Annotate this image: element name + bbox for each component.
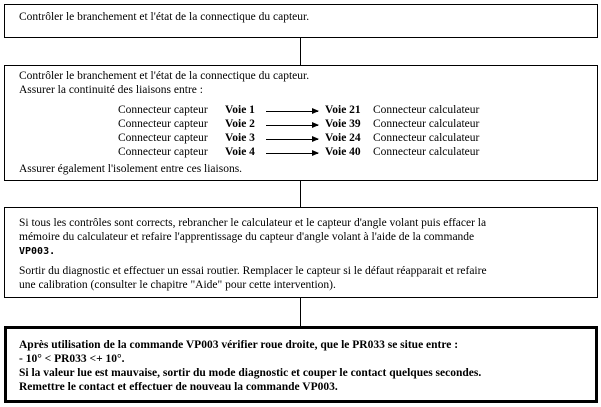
step-4-line-4: Remettre le contact et effectuer de nouveau la commande VP003. xyxy=(19,381,338,393)
ecu-connector-label: Connecteur calculateur xyxy=(373,132,480,144)
step-2-footer: Assurer également l'isolement entre ces liaisons. xyxy=(19,163,243,175)
arrow-icon xyxy=(266,139,318,140)
sensor-pin: Voie 4 xyxy=(225,146,255,158)
sensor-pin: Voie 1 xyxy=(225,104,255,116)
ecu-pin: Voie 39 xyxy=(325,118,361,130)
sensor-connector-label: Connecteur capteur xyxy=(118,132,208,144)
step-3-line-3: Sortir du diagnostic et effectuer un essai routier. Remplacer le capteur si le défaut réapparait et refaire xyxy=(19,265,487,277)
arrow-icon xyxy=(266,111,318,112)
step-4-line-3: Si la valeur lue est mauvaise, sortir du mode diagnostic et couper le contact quelques secondes. xyxy=(19,367,482,379)
step-2-line-2: Assurer la continuité des liaisons entre : xyxy=(19,84,203,96)
connector-line-1 xyxy=(300,38,301,65)
ecu-connector-label: Connecteur calculateur xyxy=(373,104,480,116)
step-box-3 xyxy=(4,207,598,298)
ecu-connector-label: Connecteur calculateur xyxy=(373,146,480,158)
sensor-pin: Voie 3 xyxy=(225,132,255,144)
step-2-line-1: Contrôler le branchement et l'état de la connectique du capteur. xyxy=(19,70,310,82)
sensor-connector-label: Connecteur capteur xyxy=(118,118,208,130)
connector-line-2 xyxy=(300,181,301,207)
step-3-line-4: une calibration (consulter le chapitre "Aide" pour cette intervention). xyxy=(19,279,336,291)
step-1-text: Contrôler le branchement et l'état de la connectique du capteur. xyxy=(19,11,310,23)
step-box-1 xyxy=(4,4,598,38)
ecu-pin: Voie 21 xyxy=(325,104,361,116)
sensor-connector-label: Connecteur capteur xyxy=(118,104,208,116)
connector-line-3 xyxy=(300,298,301,326)
step-3-line-2: mémoire du calculateur et refaire l'apprentissage du capteur d'angle volant à l'aide de la commande xyxy=(19,231,475,243)
ecu-connector-label: Connecteur calculateur xyxy=(373,118,480,130)
step-4-line-1: Après utilisation de la commande VP003 vérifier roue droite, que le PR033 se situe entre : xyxy=(19,339,459,351)
step-3-line-1: Si tous les contrôles sont corrects, rebrancher le calculateur et le capteur d'angle volant puis effacer la xyxy=(19,217,487,229)
arrow-icon xyxy=(266,153,318,154)
step-box-4 xyxy=(4,326,598,403)
ecu-pin: Voie 40 xyxy=(325,146,361,158)
sensor-pin: Voie 2 xyxy=(225,118,255,130)
sensor-connector-label: Connecteur capteur xyxy=(118,146,208,158)
step-4-line-2: - 10° < PR033 <+ 10°. xyxy=(19,353,125,365)
arrow-icon xyxy=(266,125,318,126)
step-box-2 xyxy=(4,65,598,181)
command-code: VP003. xyxy=(19,246,56,257)
ecu-pin: Voie 24 xyxy=(325,132,361,144)
